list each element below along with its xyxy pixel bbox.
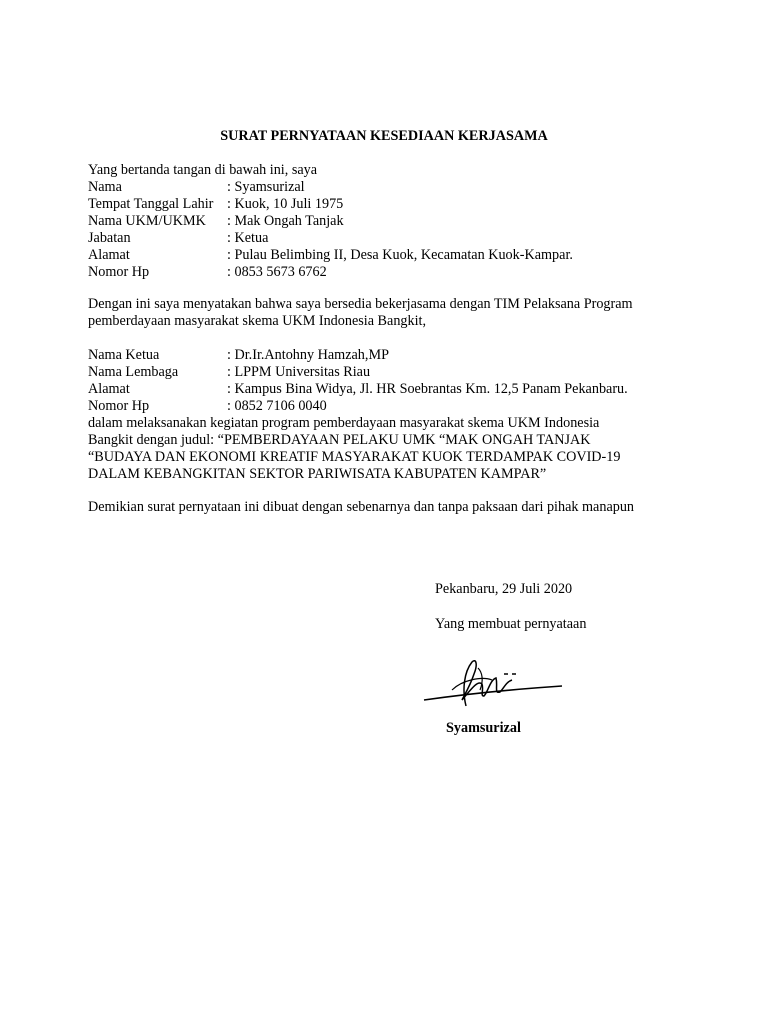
field-row <box>88 264 573 281</box>
signature-scribble-icon <box>422 650 572 712</box>
statement-paragraph <box>88 296 693 330</box>
field-value: : LPPM Universitas Riau <box>227 364 371 380</box>
field-row <box>88 247 573 264</box>
intro-line <box>88 162 573 179</box>
field-value: : Ketua <box>227 230 269 246</box>
maker-label: Yang membuat pernyataan <box>435 616 587 632</box>
activity-line <box>88 449 628 466</box>
activity-text: dalam melaksanakan kegiatan program pemberdayaan masyarakat skema UKM Indonesia <box>88 415 600 431</box>
field-label: Nama UKM/UKMK <box>88 213 206 229</box>
closing-statement: Demikian surat pernyataan ini dibuat dengan sebenarnya dan tanpa paksaan dari pihak manapun <box>88 499 635 515</box>
field-value: : Kuok, 10 Juli 1975 <box>227 196 344 212</box>
activity-line <box>88 432 628 449</box>
activity-line <box>88 466 628 483</box>
field-label: Alamat <box>88 247 130 263</box>
field-label: Jabatan <box>88 230 131 246</box>
field-row <box>88 230 573 247</box>
place-date: Pekanbaru, 29 Juli 2020 <box>435 581 573 597</box>
field-row <box>88 381 628 398</box>
statement-line: Dengan ini saya menyatakan bahwa saya bersedia bekerjasama dengan TIM Pelaksana Program <box>88 296 633 312</box>
field-label: Nama Ketua <box>88 347 160 363</box>
field-label: Nama <box>88 179 122 195</box>
signer-section <box>88 162 573 281</box>
field-row <box>88 347 628 364</box>
signer-name: Syamsurizal <box>446 720 521 736</box>
field-label: Nama Lembaga <box>88 364 179 380</box>
field-row <box>88 364 628 381</box>
field-value: : Dr.Ir.Antohny Hamzah,MP <box>227 347 389 363</box>
intro-text: Yang bertanda tangan di bawah ini, saya <box>88 162 318 178</box>
field-label: Alamat <box>88 381 130 397</box>
letter-title: SURAT PERNYATAAN KESEDIAAN KERJASAMA <box>220 128 548 144</box>
field-label: Nomor Hp <box>88 264 150 280</box>
field-label: Nomor Hp <box>88 398 150 414</box>
field-value: : 0852 7106 0040 <box>227 398 327 414</box>
activity-line <box>88 415 628 432</box>
field-value: : 0853 5673 6762 <box>227 264 327 280</box>
team-section <box>88 347 628 483</box>
activity-text: “BUDAYA DAN EKONOMI KREATIF MASYARAKAT KUOK TERDAMPAK COVID-19 <box>88 449 621 465</box>
signature <box>422 650 572 717</box>
field-row <box>88 398 628 415</box>
field-value: : Pulau Belimbing II, Desa Kuok, Kecamatan Kuok-Kampar. <box>227 247 573 263</box>
field-value: : Mak Ongah Tanjak <box>227 213 344 229</box>
statement-line: pemberdayaan masyarakat skema UKM Indonesia Bangkit, <box>88 313 427 329</box>
field-value: : Syamsurizal <box>227 179 305 195</box>
field-label: Tempat Tanggal Lahir <box>88 196 214 212</box>
field-row <box>88 213 573 230</box>
field-value: : Kampus Bina Widya, Jl. HR Soebrantas Km. 12,5 Panam Pekanbaru. <box>227 381 628 397</box>
activity-text: Bangkit dengan judul: “PEMBERDAYAAN PELAKU UMK “MAK ONGAH TANJAK <box>88 432 591 448</box>
activity-text: DALAM KEBANGKITAN SEKTOR PARIWISATA KABUPATEN KAMPAR” <box>88 466 547 482</box>
field-row <box>88 196 573 213</box>
field-row <box>88 179 573 196</box>
